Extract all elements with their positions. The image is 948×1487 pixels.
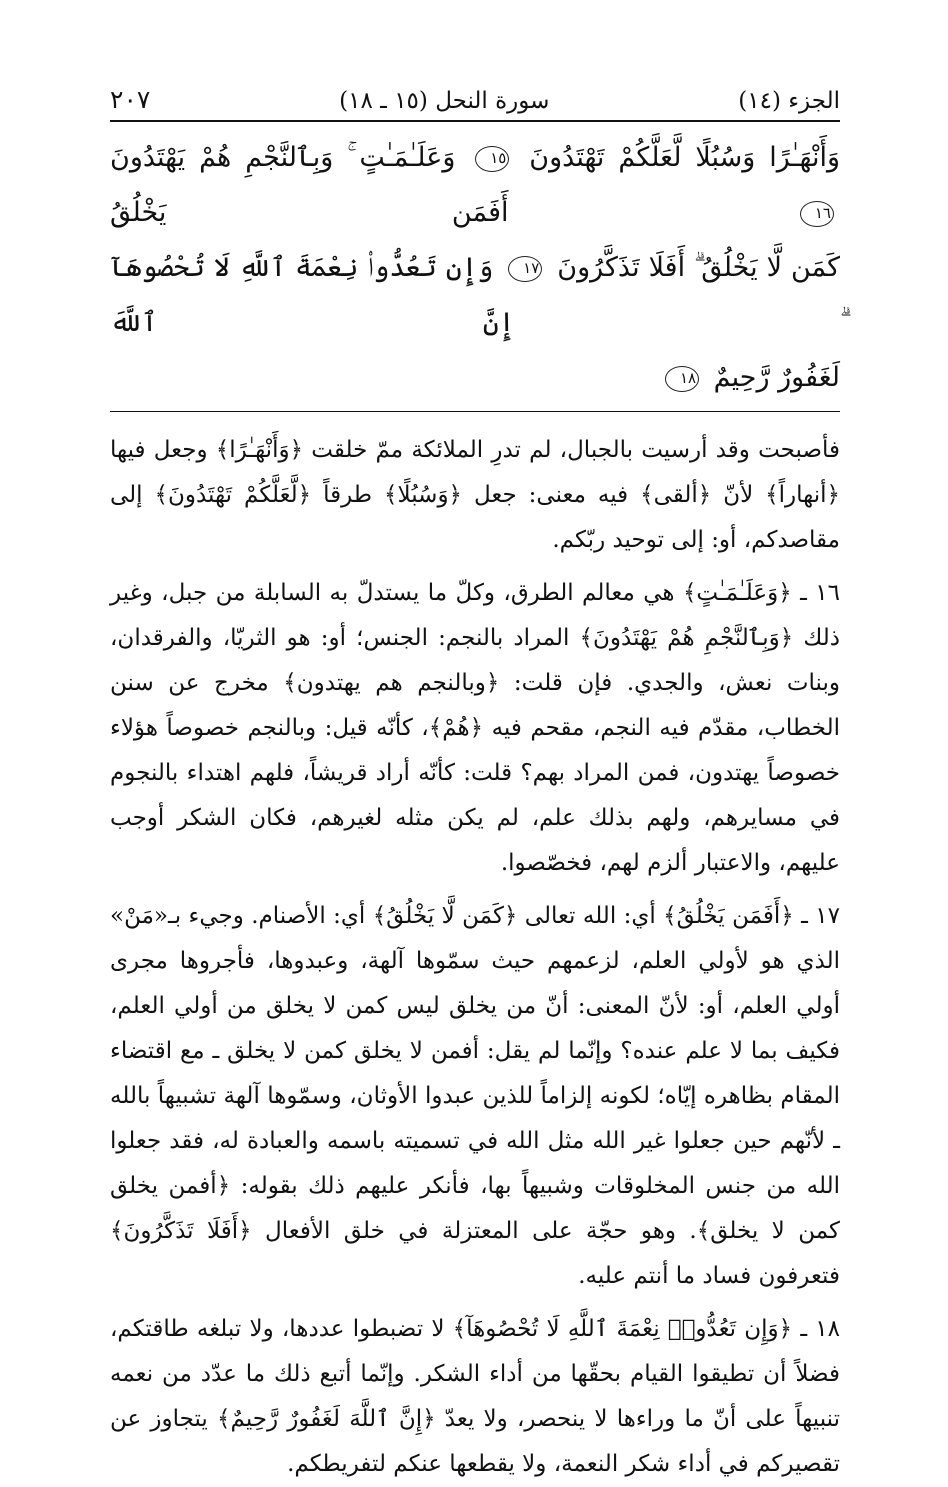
commentary-paragraph-18: ١٨ ـ ﴿وَإِن تَعُدُّوا۟ نِعْمَةَ ٱللَّهِ لَا تُحْصُوهَآ﴾ لا تضبطوا عددها، ولا تبلغه طاقتكم، فضلاً أن تطيقوا القيام بحقّها من أداء الشكر. وإنّما أتبع ذلك ما عدّد من نعمه تنبيهاً على أنّ ما وراءها لا ينحصر، ولا يعدّ ﴿إِنَّ ٱللَّهَ لَغَفُورٌ رَّحِيمٌ﴾ يتجاوز عن تقصيركم في أداء شكر النعمة، ولا يقطعها عنكم لتفريطكم. <box>110 1316 840 1477</box>
page-header <box>110 70 840 122</box>
verse-text: وَإِن تَعُدُّوا۟ نِعْمَةَ ٱللَّهِ لَا تُحْصُوهَآ ۗ إِنَّ ٱللَّهَ <box>110 252 840 338</box>
commentary-body <box>110 412 840 1487</box>
verse-marker-15: ١٥ <box>475 146 509 172</box>
verse-text: كَمَن لَّا يَخْلُقُ ۗ أَفَلَا تَذَكَّرُونَ <box>557 252 840 283</box>
verse-marker-18: ١٨ <box>665 366 699 392</box>
commentary-paragraph-16: ١٦ ـ ﴿وَعَلَـٰمَـٰتٍ﴾ هي معالم الطرق، وكلّ ما يستدلّ به السابلة من جبل، وغير ذلك ﴿وَبِٱلنَّجْمِ هُمْ يَهْتَدُونَ﴾ المراد بالنجم: الجنس؛ أو: هو الثريّا، والفرقدان، وبنات نعش، والجدي. فإن قلت: ﴿وبالنجم هم يهتدون﴾ مخرج عن سنن الخطاب، مقدّم فيه النجم، مقحم فيه ﴿هُمْ﴾، كأنّه قيل: وبالنجم خصوصاً هؤلاء خصوصاً يهتدون، فمن المراد بهم؟ قلت: كأنّه أراد قريشاً، فلهم اهتداء بالنجوم في مسايرهم، ولهم بذلك علم، لم يكن مثله لغيرهم، فكان الشكر أوجب عليهم، والاعتبار ألزم لهم، فخصّصوا. <box>110 580 840 876</box>
verse-line <box>110 240 840 350</box>
verse-text: وَعَلَـٰمَـٰتٍ ۚ وَبِٱلنَّجْمِ هُمْ يَهْتَدُونَ <box>110 142 456 173</box>
verse-marker-17: ١٧ <box>508 256 542 282</box>
juz-label: الجزء (١٤) <box>738 88 840 114</box>
page-number: ٢٠٧ <box>110 85 151 114</box>
verse-line <box>110 350 840 405</box>
surah-title: سورة النحل (١٥ ـ ١٨) <box>339 88 550 114</box>
quran-verses <box>110 122 840 412</box>
commentary-paragraph-17: ١٧ ـ ﴿أَفَمَن يَخْلُقُ﴾ أي: الله تعالى ﴿كَمَن لَّا يَخْلُقُ﴾ أي: الأصنام. وجيء بـ«مَنْ» الذي هو لأولي العلم، لزعمهم حيث سمّوها آلهة، وعبدوها، فأجروها مجرى أولي العلم، أو: لأنّ المعنى: أنّ من يخلق ليس كمن لا يخلق من أولي العلم، فكيف بما لا علم عنده؟ وإنّما لم يقل: أفمن لا يخلق كمن لا يخلق ـ مع اقتضاء المقام بظاهره إيّاه؛ لكونه إلزاماً للذين عبدوا الأوثان، وسمّوها آلهة تشبيهاً بالله ـ لأنّهم حين جعلوا غير الله مثل الله في تسميته باسمه والعبادة له، فقد جعلوا الله من جنس المخلوقات وشبيهاً بها، فأنكر عليهم ذلك بقوله: ﴿أفمن يخلق كمن لا يخلق﴾. وهو حجّة على المعتزلة في خلق الأفعال ﴿أَفَلَا تَذَكَّرُونَ﴾ فتعرفون فساد ما أنتم عليه. <box>110 903 840 1289</box>
verse-marker-16: ١٦ <box>800 201 834 227</box>
verse-text: لَغَفُورٌ رَّحِيمٌ <box>713 362 840 393</box>
commentary-paragraph: فأصبحت وقد أرسيت بالجبال، لم تدرِ الملائكة ممّ خلقت ﴿وَأَنْهَـٰرًا﴾ وجعل فيها ﴿أنهاراً﴾ لأنّ ﴿ألقى﴾ فيه معنى: جعل ﴿وَسُبُلًا﴾ طرقاً ﴿لَّعَلَّكُمْ تَهْتَدُونَ﴾ إلى مقاصدكم، أو: إلى توحيد ربّكم. <box>110 437 840 553</box>
verse-line <box>110 130 840 240</box>
verse-text: وَأَنْهَـٰرًا وَسُبُلًا لَّعَلَّكُمْ تَهْتَدُونَ <box>529 142 841 173</box>
verse-text: أَفَمَن يَخْلُقُ <box>110 197 509 228</box>
